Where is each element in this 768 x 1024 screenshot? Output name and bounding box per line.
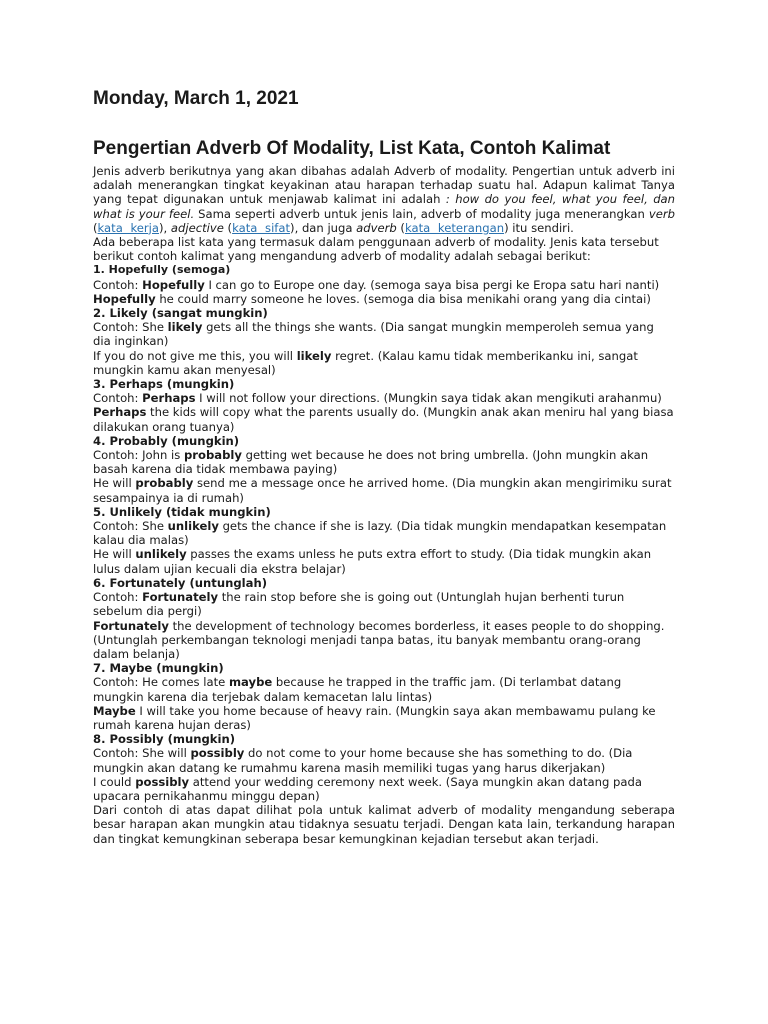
- item-heading: 1. Hopefully (semoga): [93, 263, 231, 277]
- example-text: I will not follow your directions. (Mungkin saya tidak akan mengikuti arahanmu): [195, 391, 662, 406]
- punct: (: [396, 220, 405, 235]
- example-keyword: Perhaps: [142, 391, 196, 406]
- example-keyword: unlikely: [135, 547, 187, 562]
- post-date: Monday, March 1, 2021: [93, 88, 299, 109]
- example-text: the kids will copy what the parents usually do. (Mungkin anak akan meniru hal yang biasa dilakukan orang tuanya): [93, 405, 674, 434]
- term-adjective: adjective: [170, 220, 224, 235]
- example-keyword: likely: [167, 320, 203, 335]
- punct: (: [223, 220, 233, 235]
- example-text: passes the exams unless he puts extra effort to study. (Dia tidak mungkin akan lulus dalam ujian kecuali dia ekstra belajar): [93, 547, 652, 576]
- example-text: He will: [93, 476, 136, 491]
- example-text: do not come to your home because she has something to do. (Dia mungkin akan datang ke rumahmu karena masih memiliki tugas yang harus dikerjakan): [93, 746, 633, 775]
- example-text: gets all the things she wants. (Dia sangat mungkin memperoleh semua yang dia inginkan): [93, 320, 654, 349]
- example-text: Contoh: She: [93, 320, 168, 335]
- example-sentence: [93, 391, 675, 405]
- item-heading: 8. Possibly (mungkin): [93, 732, 236, 747]
- example-sentence: [93, 349, 675, 377]
- article-title: Pengertian Adverb Of Modality, List Kata, Contoh Kalimat: [93, 138, 611, 159]
- item-heading: 4. Probably (mungkin): [93, 433, 240, 448]
- example-text: because he trapped in the traffic jam. (Di terlambat datang mungkin karena dia terjebak dalam kemacetan lalu lintas): [93, 675, 622, 704]
- example-keyword: Hopefully: [142, 277, 205, 292]
- punct: ),: [159, 220, 171, 235]
- example-sentence: [93, 405, 675, 433]
- item-heading: 3. Perhaps (mungkin): [93, 377, 235, 392]
- example-text: Contoh:: [93, 277, 143, 292]
- example-text: If you do not give me this, you will: [93, 348, 297, 363]
- example-text: the rain stop before she is going out (Untunglah hujan berhenti turun sebelum dia pergi): [93, 590, 625, 619]
- example-text: I will take you home because of heavy rain. (Mungkin saya akan membawamu pulang ke rumah karena hujan deras): [93, 703, 656, 732]
- example-keyword: Maybe: [93, 703, 136, 718]
- example-text: the development of technology becomes borderless, it eases people to do shopping. (Untunglah perkembangan teknologi menjadi tanpa batas, itu banyak membantu orang-orang dalam belanja): [93, 618, 665, 661]
- term-verb: verb: [648, 206, 675, 221]
- example-sentence: [93, 704, 675, 732]
- example-text: I can go to Europe one day. (semoga saya bisa pergi ke Eropa satu hari nanti): [204, 277, 660, 292]
- document-page: [93, 88, 675, 846]
- intro-paragraph: [93, 164, 675, 235]
- example-keyword: Perhaps: [93, 405, 147, 420]
- example-text: he could marry someone he loves. (semoga dia bisa menikahi orang yang dia cintai): [155, 291, 651, 306]
- example-text: Contoh: She: [93, 519, 168, 534]
- example-sentence: [93, 476, 675, 504]
- example-sentence: [93, 619, 675, 662]
- example-sentence: [93, 519, 675, 547]
- example-sentence: [93, 448, 675, 476]
- example-text: Contoh: She will: [93, 746, 191, 761]
- example-text: regret. (Kalau kamu tidak memberikanku ini, sangat mungkin kamu akan menyesal): [93, 348, 638, 377]
- example-text: getting wet because he does not bring umbrella. (John mungkin akan basah karena dia tidak membawa paying): [93, 448, 649, 477]
- example-text: send me a message once he arrived home. (Dia mungkin akan mengirimiku surat sesampainya ia di rumah): [93, 476, 672, 505]
- item-heading: 6. Fortunately (untunglah): [93, 575, 267, 590]
- list-intro: Ada beberapa list kata yang termasuk dalam penggunaan adverb of modality. Jenis kata tersebut berikut contoh kalimat yang mengandung adverb of modality adalah sebagai berikut:: [93, 235, 659, 264]
- item-heading: 7. Maybe (mungkin): [93, 661, 224, 676]
- conclusion-paragraph: Dari contoh di atas dapat dilihat pola untuk kalimat adverb of modality mengandung seberapa besar harapan akan mungkin atau tidaknya sesuatu terjadi. Dengan kata lain, terkandung harapan dan tingkat kemungkinan seberapa besar kemungkinan kejadian tersebut akan terjadi.: [93, 803, 675, 846]
- example-keyword: probably: [135, 476, 194, 491]
- punct: ), dan juga: [290, 220, 357, 235]
- example-text: attend your wedding ceremony next week. (Saya mungkin akan datang pada upacara pernikahanmu minggu depan): [93, 774, 642, 803]
- example-sentence: [93, 320, 675, 348]
- adverb-list: [93, 263, 675, 803]
- example-sentence: [93, 278, 675, 292]
- link-kata-keterangan[interactable]: kata keterangan: [404, 220, 505, 235]
- example-sentence: [93, 775, 675, 803]
- example-keyword: Hopefully: [93, 291, 156, 306]
- example-keyword: possibly: [135, 774, 190, 789]
- example-text: gets the chance if she is lazy. (Dia tidak mungkin mendapatkan kesempatan kalau dia malas): [93, 519, 667, 548]
- example-keyword: maybe: [228, 675, 273, 690]
- example-keyword: possibly: [190, 746, 245, 761]
- example-text: Contoh:: [93, 590, 143, 605]
- example-keyword: unlikely: [167, 519, 219, 534]
- intro-text-1: Jenis adverb berikutnya yang akan dibahas adalah Adverb of modality. Pengertian untuk adverb ini adalah menerangkan tingkat keyakinan atau harapan terhadap suatu hal. Adapun kalimat Tanya yang tepat digunakan untuk menjawab kalimat ini adalah: [93, 164, 675, 207]
- intro-question: : how do you feel, what you feel, dan what is your feel.: [93, 192, 676, 221]
- intro-text-2: Sama seperti adverb untuk jenis lain, adverb of modality juga menerangkan: [194, 206, 649, 221]
- punct: ) itu sendiri.: [504, 220, 574, 235]
- example-sentence: [93, 292, 675, 306]
- term-adverb: adverb: [356, 220, 397, 235]
- example-keyword: Fortunately: [142, 590, 219, 605]
- example-text: I could: [93, 774, 136, 789]
- example-sentence: [93, 675, 675, 703]
- example-sentence: [93, 746, 675, 774]
- item-heading: 2. Likely (sangat mungkin): [93, 306, 268, 321]
- example-text: Contoh: John is: [93, 448, 184, 463]
- example-text: Contoh:: [93, 391, 143, 406]
- example-sentence: [93, 547, 675, 575]
- item-heading: 5. Unlikely (tidak mungkin): [93, 504, 271, 519]
- example-text: Contoh: He comes late: [93, 675, 229, 690]
- link-kata-sifat[interactable]: kata sifat: [232, 220, 291, 235]
- example-keyword: likely: [296, 348, 332, 363]
- example-keyword: probably: [183, 448, 242, 463]
- example-keyword: Fortunately: [93, 618, 169, 633]
- punct: (: [93, 220, 98, 235]
- example-text: He will: [93, 547, 136, 562]
- link-kata-kerja[interactable]: kata kerja: [97, 220, 160, 235]
- example-sentence: [93, 590, 675, 618]
